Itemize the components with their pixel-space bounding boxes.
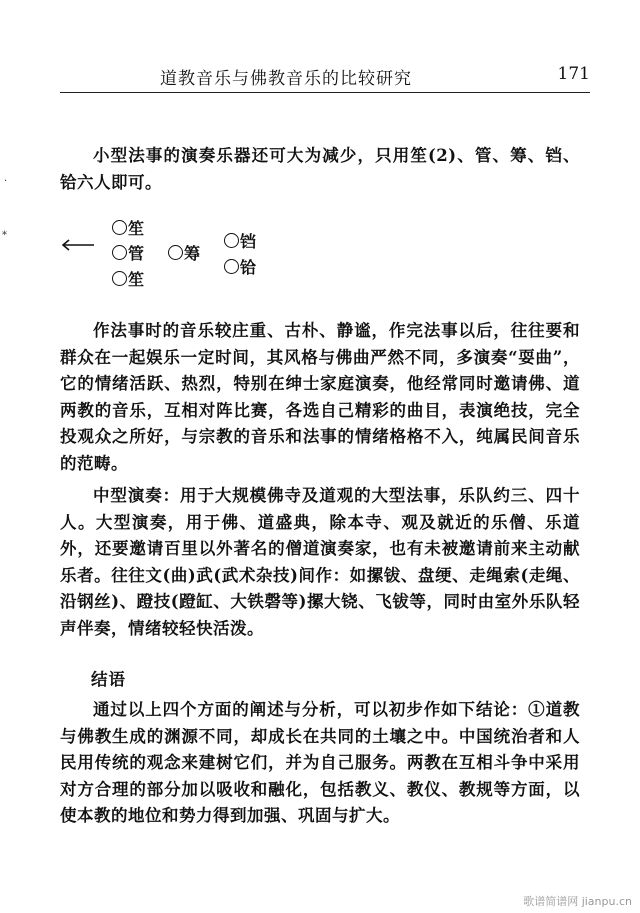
circle-icon <box>112 220 127 235</box>
instrument-dang: 铛 <box>224 229 256 252</box>
paragraph-conclusion: 通过以上四个方面的阐述与分析，可以初步作如下结论：①道教与佛教生成的渊源不同，却成长在共同的土壤之中。中国统治者和人民用传统的观念来建树它们，并为自己服务。两教在互相斗争中采用对方合理的部分加以吸收和融化，包括教义、教仪、教规等方面，以使本教的地位和势力得到加强、巩固与扩大。 <box>60 700 580 825</box>
instrument-guan: 管 <box>112 241 144 264</box>
circle-icon <box>168 245 183 260</box>
margin-mark: * <box>2 230 7 241</box>
watermark: 歌谱简谱网 jianpu.cn <box>523 895 632 908</box>
header-rule <box>60 92 590 93</box>
page-header <box>60 60 590 90</box>
circle-icon <box>224 233 239 248</box>
circle-icon <box>224 259 239 274</box>
ensemble-diagram <box>60 212 320 292</box>
running-title: 道教音乐与佛教音乐的比较研究 <box>160 69 412 89</box>
margin-mark: · <box>4 176 8 187</box>
instrument-ha: 铪 <box>224 255 256 278</box>
circle-icon <box>112 271 127 286</box>
paragraph-medium-large: 中型演奏：用于大规模佛寺及道观的大型法事，乐队约三、四十人。大型演奏，用于佛、道盛典，除本寺、观及就近的乐僧、乐道外，还要邀请百里以外著名的僧道演奏家，也有未被邀请前来主动献乐者。往往文(曲)武(武术杂技)间作：如摞钹、盘绠、走绳索(走绳、沿钢丝)、蹬技(蹬缸、大铁磬等)摞大铙、飞钹等，同时由室外乐队轻声伴奏，情绪较轻快活泼。 <box>60 486 580 638</box>
arrow-left-icon <box>60 238 96 252</box>
paragraph-small-ritual: 小型法事的演奏乐器还可大为减少，只用笙(2)、管、筹、铛、铪六人即可。 <box>60 146 580 192</box>
instrument-sheng-bottom: 笙 <box>112 267 144 290</box>
instrument-chou: 筹 <box>168 241 200 264</box>
page-number: 171 <box>557 64 590 84</box>
instrument-sheng-top: 笙 <box>112 216 144 239</box>
section-title-conclusion: 结语 <box>91 670 126 689</box>
circle-icon <box>112 245 127 260</box>
paragraph-entertainment: 作法事时的音乐较庄重、古朴、静谧，作完法事以后，往往要和群众在一起娱乐一定时间，其风格与佛曲严然不同，多演奏“耍曲”，它的情绪活跃、热烈，特别在绅士家庭演奏，他经常同时邀请佛、道两教的音乐，互相对阵比赛，各选自己精彩的曲目，表演绝技，完全投观众之所好，与宗教的音乐和法事的情绪格格不入，纯属民间音乐的范畴。 <box>60 321 580 473</box>
